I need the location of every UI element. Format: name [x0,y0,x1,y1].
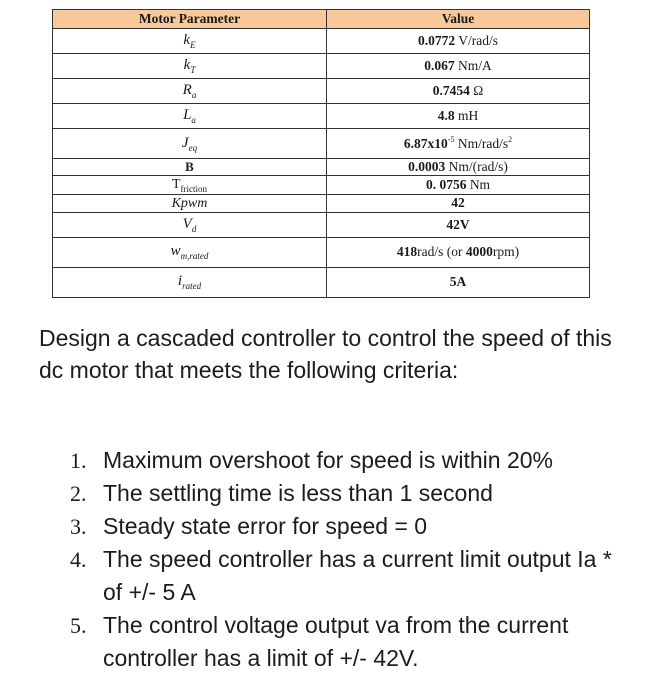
param-symbol: $R_a$ [182,82,197,100]
value-cell: 42V [327,212,590,237]
param-symbol: $i_{rated}$ [177,273,202,292]
param-symbol: $k_E$ [183,32,196,50]
list-item: 5. The control voltage output va from the current controller has a limit of +/- 42V. [70,612,569,671]
param-cell [53,194,327,212]
param-symbol: Kpwm [171,195,208,211]
param-cell [53,212,327,237]
param-cell [53,104,327,129]
value-cell: 0.0772 V/rad/s [327,29,590,54]
value-cell: 42 [327,194,590,212]
table-row [53,129,590,159]
value-cell: 5A [327,267,590,297]
param-cell [53,267,327,297]
param-cell [53,237,327,267]
table-row [53,194,590,212]
table-row [53,212,590,237]
table-row [53,237,590,267]
table-header-row [53,10,590,29]
value-cell: 4.8 mH [327,104,590,129]
value-cell: 0.067 Nm/A [327,54,590,79]
value-cell: 0. 0756 Nm [327,176,590,195]
param-cell [53,176,327,195]
param-symbol: B [185,159,194,174]
list-item: 4. The speed controller has a current limit output Ia * of +/- 5 A [70,546,612,605]
param-symbol: $J_{eq}$ [181,134,198,153]
table-row [53,267,590,297]
list-item: 2. The settling time is less than 1 second [70,480,493,506]
param-cell [53,79,327,104]
value-cell: 0.7454 Ω [327,79,590,104]
list-item: 1. Maximum overshoot for speed is within 20% [70,447,553,473]
param-symbol: $V_d$ [182,215,197,234]
table-row [53,29,590,54]
param-symbol: $k_T$ [183,57,196,75]
param-symbol: $L_a$ [183,107,196,125]
value-cell: 0.0003 Nm/(rad/s) [327,159,590,176]
header-motor-parameter: Motor Parameter [53,10,327,29]
motor-parameter-table [52,9,590,298]
question-text: Design a cascaded controller to control the speed of this dc motor that meets the following criteria: [39,325,612,383]
param-symbol: $w_{m,rated}$ [170,243,209,262]
param-cell [53,159,327,176]
value-cell: $6.87x10^{-5}$ $Nm/rad/s^2$ [327,129,590,159]
criteria-list [60,444,620,675]
table-row [53,176,590,195]
header-value: Value [327,10,590,29]
list-item: 3. Steady state error for speed = 0 [70,513,428,539]
param-cell [53,129,327,159]
param-cell [53,54,327,79]
value-cell: 418rad/s (or 4000rpm) [327,237,590,267]
param-cell [53,29,327,54]
table-row [53,104,590,129]
table-row [53,79,590,104]
table-row [53,159,590,176]
table-row [53,54,590,79]
param-symbol: $T_{friction}$ [171,177,208,194]
